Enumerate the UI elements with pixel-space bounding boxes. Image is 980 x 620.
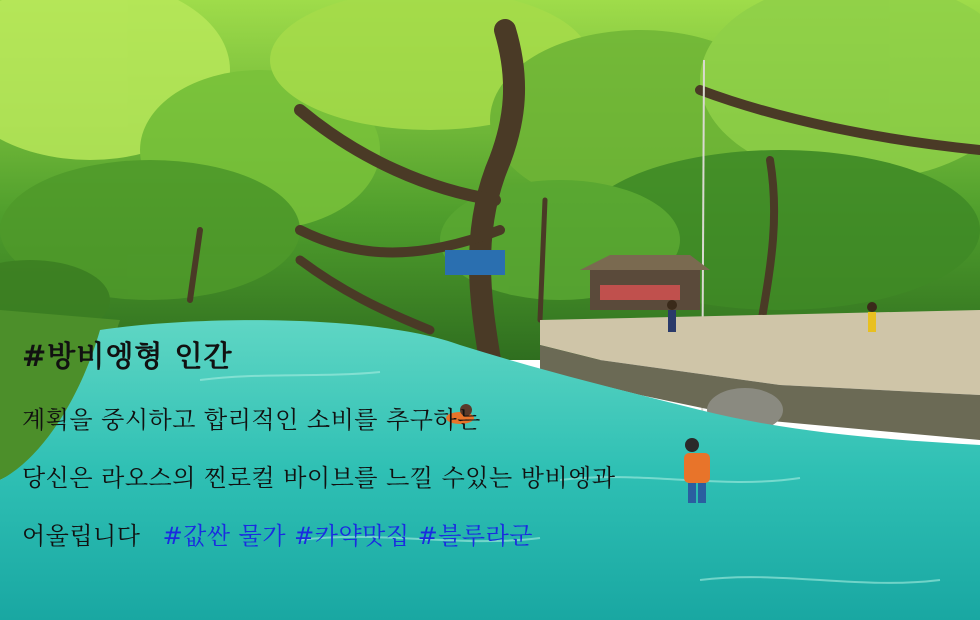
caption-line-1: 계획을 중시하고 합리적인 소비를 추구하는 [22,406,481,434]
caption-line-2: 당신은 라오스의 찐로컬 바이브를 느낄 수있는 방비엥과 [22,464,616,492]
caption-line-3-text: 어울립니다 [22,522,141,550]
hashtags: #값싼 물가 #카약맛집 #블루라군 [162,522,533,550]
caption-block [22,336,922,578]
caption-title: #방비엥형 인간 [22,339,233,373]
caption-line-3 [22,520,922,552]
